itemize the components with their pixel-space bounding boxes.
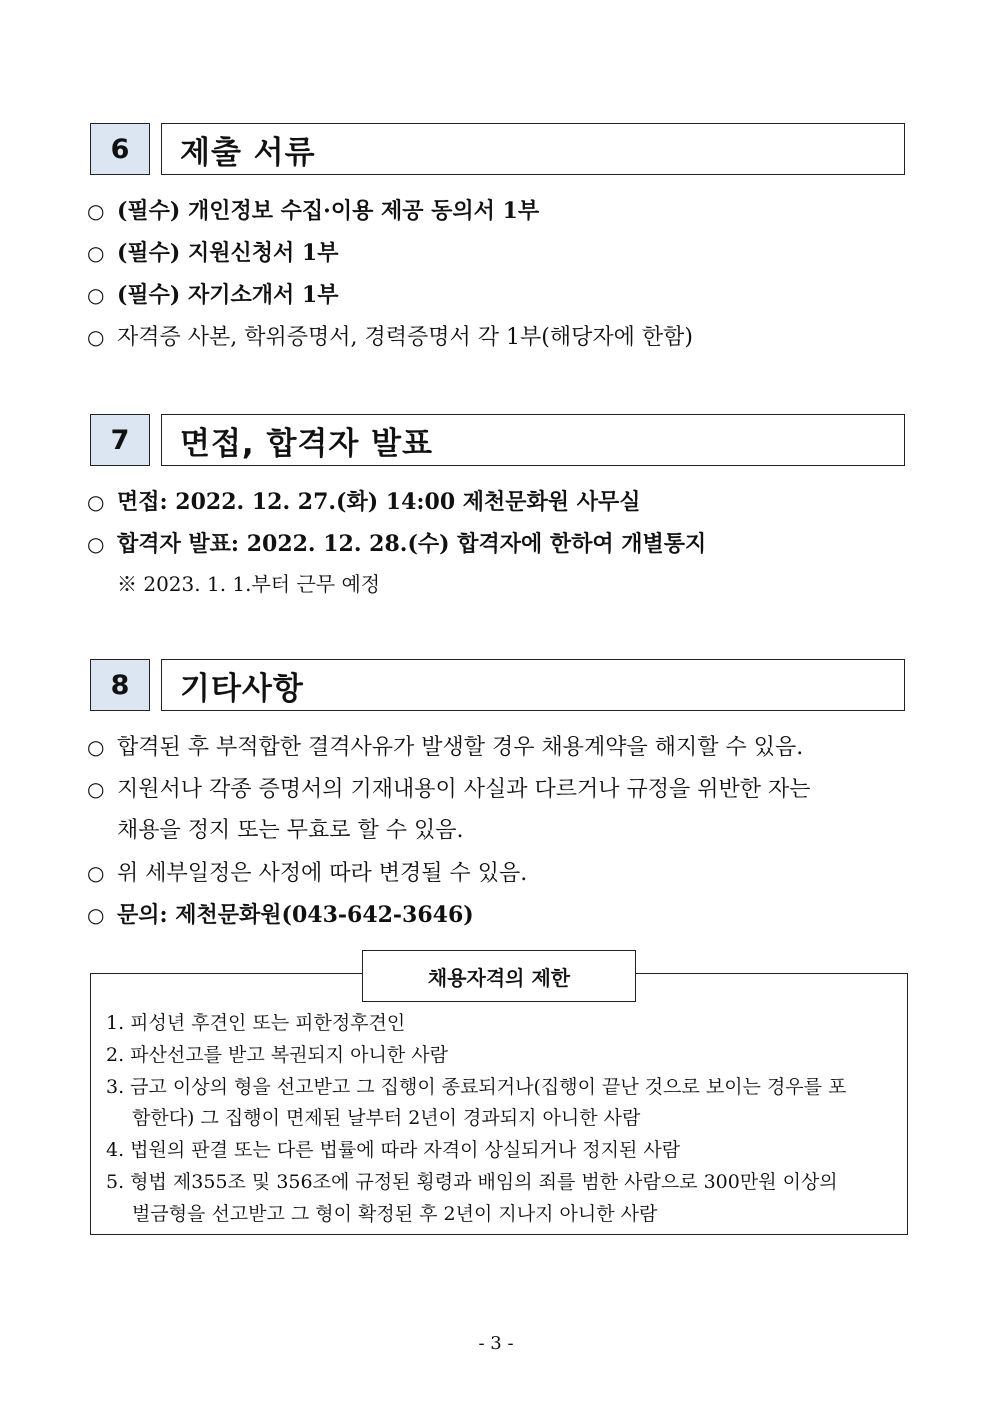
restriction-item: 2. 파산선고를 받고 복권되지 아니한 사람 <box>106 1044 448 1066</box>
list-item: ○ 문의: 제천문화원(043-642-3646) <box>87 902 474 928</box>
restriction-item: 1. 피성년 후견인 또는 피한정후견인 <box>106 1012 406 1034</box>
note: ※ 2023. 1. 1.부터 근무 예정 <box>117 572 381 596</box>
list-item: ○ (필수) 자기소개서 1부 <box>87 282 339 308</box>
restriction-item-continuation: 함한다) 그 집행이 면제된 날부터 2년이 경과되지 아니한 사람 <box>132 1107 641 1129</box>
section-number: 8 <box>90 659 150 711</box>
section-6-header <box>90 123 906 177</box>
restriction-item: 5. 형법 제355조 및 356조에 규정된 횡령과 배임의 죄를 범한 사람으로 300만원 이상의 <box>106 1171 838 1193</box>
restriction-item-continuation: 벌금형을 선고받고 그 형이 확정된 후 2년이 지나지 아니한 사람 <box>132 1203 658 1225</box>
restriction-item: 3. 금고 이상의 형을 선고받고 그 집행이 종료되거나(집행이 끝난 것으로 보이는 경우를 포 <box>106 1076 847 1098</box>
section-title: 제출 서류 <box>161 123 905 175</box>
section-title: 면접, 합격자 발표 <box>161 414 905 466</box>
restrictions-title: 채용자격의 제한 <box>362 950 636 1002</box>
page-number: - 3 - <box>478 1333 514 1354</box>
list-item: ○ (필수) 지원신청서 1부 <box>87 240 339 266</box>
list-item: ○ 면접: 2022. 12. 27.(화) 14:00 제천문화원 사무실 <box>87 489 641 515</box>
restriction-item: 4. 법원의 판결 또는 다른 법률에 따라 자격이 상실되거나 정지된 사람 <box>106 1139 681 1161</box>
list-item: ○ 위 세부일정은 사정에 따라 변경될 수 있음. <box>87 861 528 886</box>
list-item-continuation: 채용을 정지 또는 무효로 할 수 있음. <box>117 818 464 843</box>
list-item: ○ 합격자 발표: 2022. 12. 28.(수) 합격자에 한하여 개별통지 <box>87 531 707 557</box>
section-title: 기타사항 <box>161 659 905 711</box>
list-item: ○ 자격증 사본, 학위증명서, 경력증명서 각 1부(해당자에 한함) <box>87 325 693 350</box>
list-item: ○ 합격된 후 부적합한 결격사유가 발생할 경우 채용계약을 해지할 수 있음. <box>87 735 804 760</box>
list-item: ○ (필수) 개인정보 수집·이용 제공 동의서 1부 <box>87 198 540 224</box>
section-number: 6 <box>90 123 150 175</box>
section-7-header <box>90 414 906 468</box>
list-item: ○ 지원서나 각종 증명서의 기재내용이 사실과 다르거나 규정을 위반한 자는 <box>87 777 811 802</box>
section-8-header <box>90 659 906 713</box>
section-number: 7 <box>90 414 150 466</box>
